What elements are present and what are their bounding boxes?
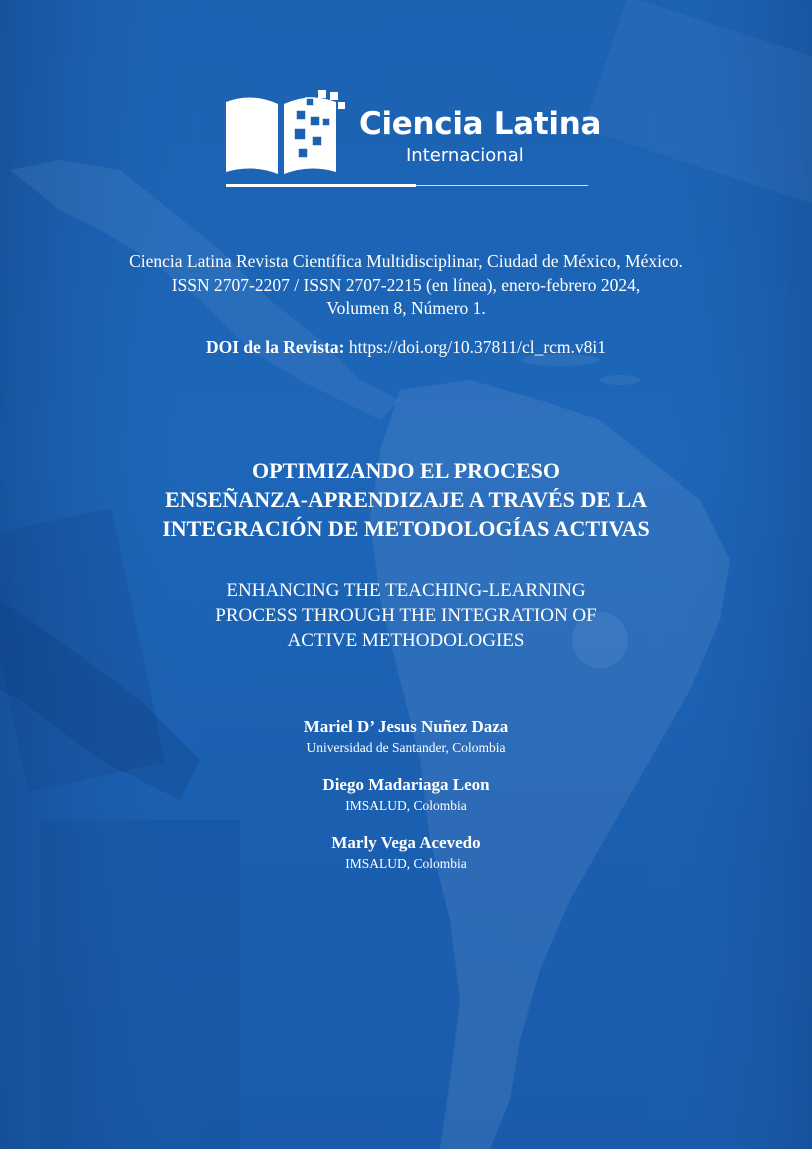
- journal-info: [60, 250, 752, 321]
- journal-info-line: ISSN 2707-2207 / ISSN 2707-2215 (en línea), enero-febrero 2024,: [171, 274, 641, 295]
- brand-subtitle: Internacional: [406, 145, 524, 166]
- author-entry: [160, 716, 652, 758]
- title-en-line: ENHANCING THE TEACHING-LEARNING: [226, 580, 586, 601]
- journal-info-line: Volumen 8, Número 1.: [326, 298, 486, 318]
- title-en-line: PROCESS THROUGH THE INTEGRATION OF: [215, 605, 597, 626]
- title-es-line: INTEGRACIÓN DE METODOLOGÍAS ACTIVAS: [162, 516, 650, 541]
- article-title-es: [60, 456, 752, 543]
- author-list: [160, 716, 652, 890]
- author-affiliation: Universidad de Santander, Colombia: [306, 740, 506, 755]
- author-name: Diego Madariaga Leon: [322, 775, 490, 794]
- article-title-en: [60, 578, 752, 653]
- doi-label: DOI de la Revista:: [205, 337, 345, 357]
- journal-logo: [222, 88, 602, 190]
- title-es-line: OPTIMIZANDO EL PROCESO: [251, 458, 561, 483]
- author-entry: [160, 774, 652, 816]
- author-affiliation: IMSALUD, Colombia: [345, 798, 467, 813]
- title-en-line: ACTIVE METHODOLOGIES: [287, 630, 525, 651]
- journal-doi: [60, 337, 752, 358]
- author-affiliation: IMSALUD, Colombia: [345, 856, 467, 871]
- journal-info-line: Ciencia Latina Revista Científica Multidisciplinar, Ciudad de México, México.: [129, 251, 683, 271]
- doi-link[interactable]: https://doi.org/10.37811/cl_rcm.v8i1: [348, 337, 607, 357]
- title-es-line: ENSEÑANZA-APRENDIZAJE A TRAVÉS DE LA: [164, 487, 648, 512]
- brand-name: Ciencia Latina: [359, 106, 602, 142]
- author-name: Marly Vega Acevedo: [331, 833, 481, 852]
- open-book-pixel-icon: [222, 88, 352, 180]
- logo-divider: [226, 184, 588, 187]
- author-entry: [160, 832, 652, 874]
- author-name: Mariel D’ Jesus Nuñez Daza: [303, 717, 509, 736]
